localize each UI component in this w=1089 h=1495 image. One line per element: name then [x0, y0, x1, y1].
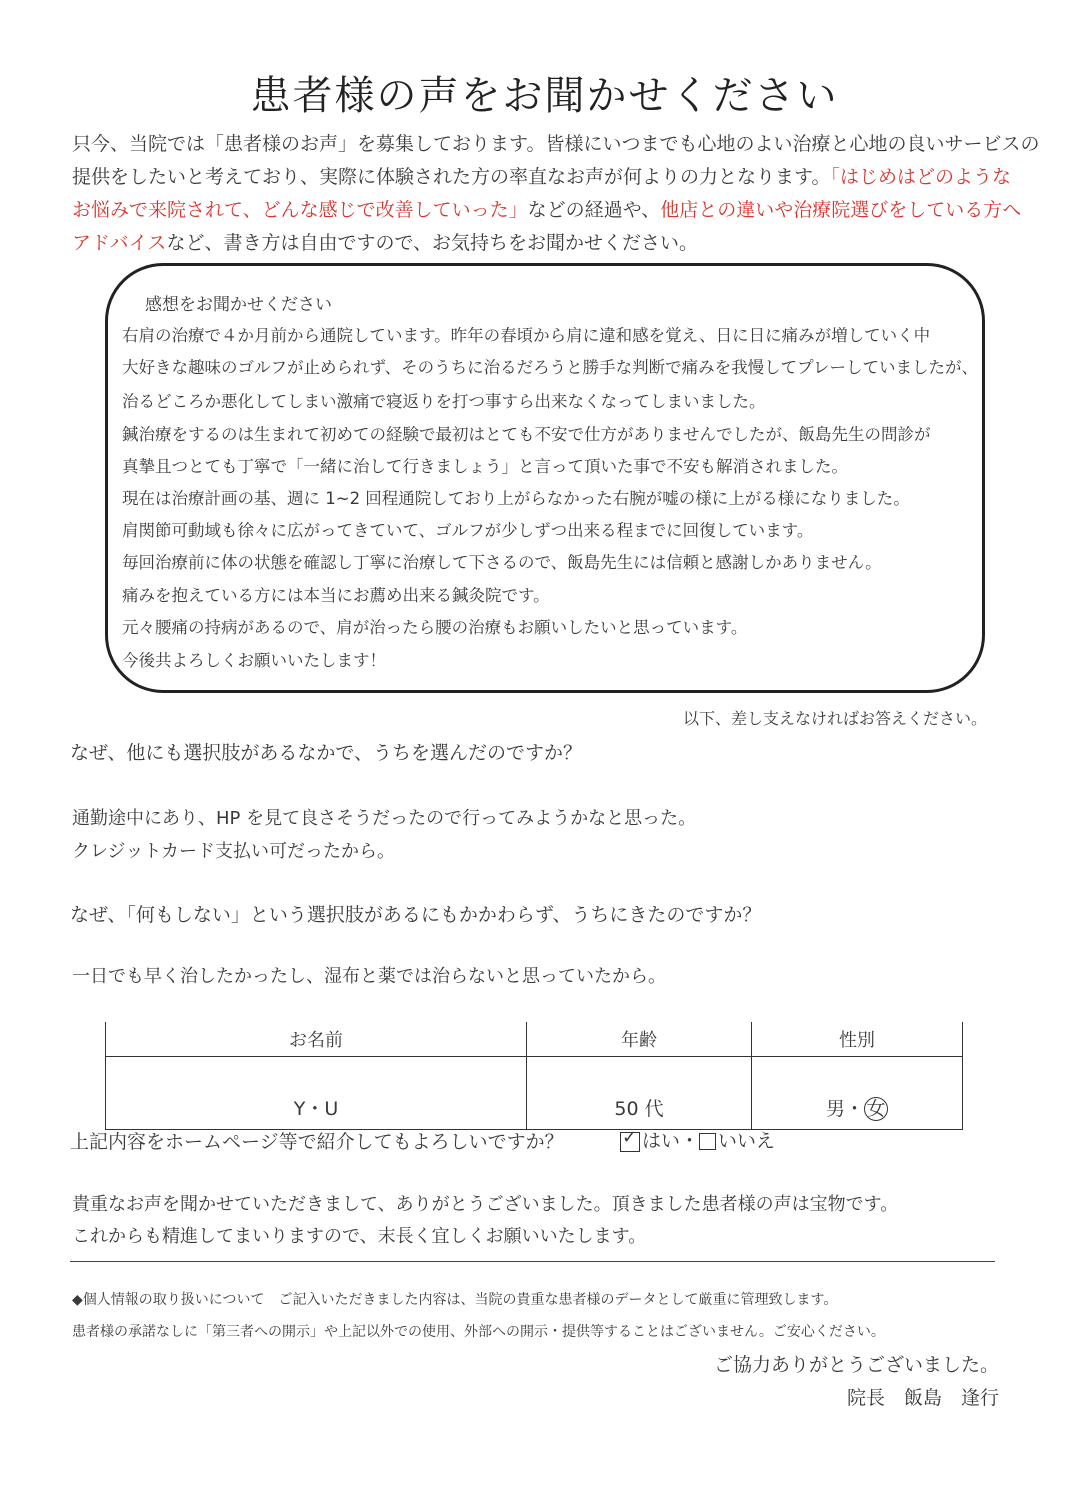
- privacy-line-2: 患者様の承諾なしに「第三者への開示」や上記以外での使用、外部への開示・提供等することはございません。ご安心ください。: [72, 1324, 885, 1340]
- question-1: なぜ、他にも選択肢があるなかで、うちを選んだのですか？: [70, 742, 583, 764]
- optional-note: 以下、差し支えなければお答えください。: [682, 709, 987, 728]
- intro-highlight: 「はじめはどのような: [830, 166, 1011, 188]
- question-2: なぜ、「何もしない」という選択肢があるにもかかわらず、うちにきたのですか？: [70, 904, 762, 926]
- impression-line: 鍼治療をするのは生まれて初めての経験で最初はとても不安で仕方がありませんでしたが、飯島先生の問診が: [122, 425, 931, 444]
- gender-male: 男: [825, 1098, 845, 1120]
- intro-line-1: [72, 128, 1039, 161]
- intro-text: などの経過や、: [527, 199, 661, 221]
- intro-line-3: [72, 194, 1021, 227]
- impression-line: 肩関節可動域も徐々に広がってきていて、ゴルフが少しずつ出来る程までに回復しています。: [122, 521, 814, 540]
- consent-separator: ・: [680, 1130, 700, 1152]
- intro-highlight: 他店との違いや治療院選びをしている方へ: [660, 199, 1022, 221]
- gender-value: [752, 1057, 963, 1130]
- impression-line: 痛みを抱えている方には本当にお薦め出来る鍼灸院です。: [122, 586, 550, 605]
- impression-line: 大好きな趣味のゴルフが止められず、そのうちに治るだろうと勝手な判断で痛みを我慢してプレーしていましたが、: [122, 358, 979, 377]
- signature: 院長 飯島 逢行: [846, 1387, 999, 1409]
- impressions-label: 感想をお聞かせください: [145, 295, 332, 315]
- intro-highlight: お悩みで来院されて、どんな感じで改善していった」: [72, 199, 528, 221]
- consent-yes-label: はい: [642, 1130, 681, 1152]
- intro-line-4: [72, 227, 698, 260]
- answer-2: 一日でも早く治したかったし、湿布と薬では治らないと思っていたから。: [72, 966, 666, 987]
- closing-message: ご協力ありがとうございました。: [713, 1354, 999, 1376]
- gender-separator: ・: [845, 1098, 865, 1120]
- impression-line: 現在は治療計画の基、週に 1~2 回程通院しており上がらなかった右腕が嘘の様に上がる様になりました。: [122, 489, 910, 508]
- header-gender: 性別: [752, 1022, 963, 1057]
- consent-no-checkbox[interactable]: [699, 1133, 716, 1150]
- intro-text: 只今、当院では「患者様のお声」を募集しております。皆様にいつまでも心地のよい治療と心地の良いサービスの: [72, 133, 1040, 155]
- patient-info-table: [105, 1022, 963, 1130]
- table-row: [106, 1057, 963, 1130]
- table-header-row: [106, 1022, 963, 1057]
- privacy-line-1: ◆個人情報の取り扱いについて ご記入いただきました内容は、当院の貴重な患者様のデータとして厳重に管理致します。: [72, 1292, 838, 1308]
- consent-yes-checkbox[interactable]: [620, 1132, 640, 1152]
- divider: [70, 1261, 995, 1262]
- impression-line: 元々腰痛の持病があるので、肩が治ったら腰の治療もお願いしたいと思っています。: [122, 618, 748, 637]
- intro-text: 提供をしたいと考えており、実際に体験された方の率直なお声が何よりの力となります。: [72, 166, 831, 188]
- thanks-line-1: 貴重なお声を聞かせていただきまして、ありがとうございました。頂きました患者様の声は宝物です。: [72, 1194, 899, 1215]
- header-name: お名前: [106, 1022, 527, 1057]
- answer-1-line-2: クレジットカード支払い可だったから。: [72, 841, 396, 862]
- name-value: Y・U: [106, 1057, 527, 1130]
- answer-1-line-1: 通勤途中にあり、HP を見て良さそうだったので行ってみようかなと思った。: [72, 808, 697, 829]
- header-age: 年齢: [527, 1022, 752, 1057]
- impression-line: 真摯且つとても丁寧で「一緒に治して行きましょう」と言って頂いた事で不安も解消されました。: [122, 457, 848, 476]
- consent-options: [620, 1126, 775, 1153]
- impression-line: 右肩の治療で４か月前から通院しています。昨年の春頃から肩に違和感を覚え、日に日に痛みが増していく中: [122, 326, 931, 345]
- page-title: 患者様の声をお聞かせください: [250, 73, 839, 119]
- intro-text: など、書き方は自由ですので、お気持ちをお聞かせください。: [166, 232, 699, 254]
- consent-no-label: いいえ: [718, 1130, 776, 1152]
- gender-female-circled: 女: [864, 1097, 888, 1121]
- impression-line: 治るどころか悪化してしまい激痛で寝返りを打つ事すら出来なくなってしまいました。: [122, 392, 766, 411]
- consent-question: 上記内容をホームページ等で紹介してもよろしいですか？: [70, 1131, 564, 1153]
- age-value: 50 代: [527, 1057, 752, 1130]
- intro-line-2: [72, 161, 1011, 194]
- intro-highlight: アドバイス: [72, 232, 167, 254]
- impression-line: 毎回治療前に体の状態を確認し丁寧に治療して下さるので、飯島先生には信頼と感謝しかありません。: [122, 553, 882, 572]
- impression-line: 今後共よろしくお願いいたします！: [122, 651, 386, 670]
- thanks-line-2: これからも精進してまいりますので、末長く宜しくお願いいたします。: [72, 1226, 647, 1247]
